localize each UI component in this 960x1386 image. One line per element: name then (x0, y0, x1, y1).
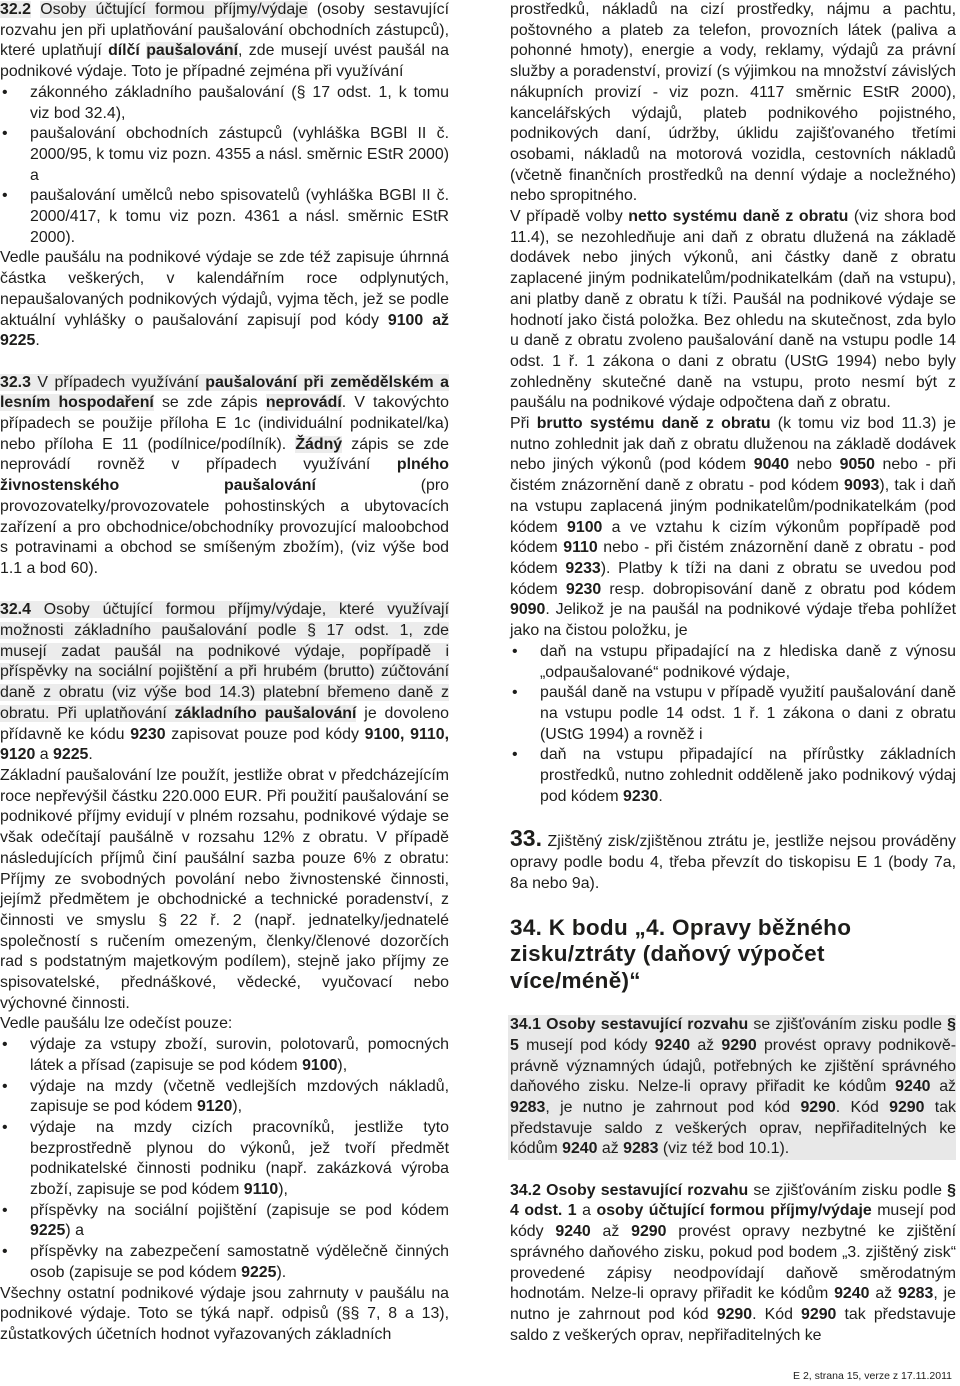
spacer (510, 894, 956, 915)
paragraph: prostředků, nákladů na cizí prostředky, nájmu a pachtu, poštovného a plateb za telefon, provozních látek (paliva a pohonné hmoty), energie a vody, reklamy, výdajů za právní služby a poradenství, provizí (s výjimkou na množství závislých nákupních provizí - viz pozn. 4117 směrnic EStR 2000), kancelářských výdajů, plateb podnikového pojistného, podnikových daní, údržby, úklidu zajišťovaného třetími osobami, nákladů na motorová vozidla, cestovních nákladů (včetně finančních prostředků na denní výdaje a nocležného) nebo spropitného. (510, 1, 956, 205)
text: ), (278, 1181, 288, 1199)
list-item (510, 745, 956, 807)
paragraph: Vedle paušálu lze odečíst pouze: (0, 1015, 233, 1033)
text: Zjištěný zisk/zjištěnou ztrátu je, jestliže nejsou prováděny opravy podle bodu 4, třeba převzít do tiskopisu E 1 (body 7a, 8a nebo 9a). (510, 833, 956, 892)
code: 9290 (721, 1036, 757, 1054)
list-item (0, 1118, 449, 1201)
text: resp. dobropisování daně z obratu pod kódem (601, 580, 956, 598)
text: . (35, 332, 40, 350)
code: 9240 (555, 1223, 591, 1241)
text: až (590, 1223, 632, 1241)
bold-text: neprovádí (265, 394, 342, 412)
paragraph: Všechny ostatní podnikové výdaje jsou zahrnuty v paušálu na podnikové výdaje. Toto se týká např. odpisů (§§ 7, 8 a 13), zůstatkových účetních hodnot vyřazovaných základních (0, 1284, 449, 1343)
text: nebo - při čistém znázornění daně z obratu - pod kódem (510, 456, 957, 495)
text: . V takovýchto případech se použije příloha E 1c (individuální podnikatel/ka) nebo příloha E 11 (podílnice/podílník). (0, 394, 450, 453)
text: . Kód (752, 1305, 802, 1323)
paragraph-34-2 (510, 1181, 956, 1347)
code: 9120 (196, 1098, 233, 1116)
text: je dovoleno přídavně ke kódu (0, 704, 450, 743)
code: 9225 (53, 746, 89, 764)
list-item: • paušalování obchodních zástupců (vyhláška BGBl II č. 2000/95, k tomu viz pozn. 4355 a násl. směrnic EStR 2000) a (0, 124, 449, 186)
text: (osoby sestavující rozvahu jen při uplatňování paušalování obchodních zástupců), které uplatňují (0, 1, 449, 60)
code: 9110 (563, 539, 598, 557)
spacer (510, 1160, 956, 1181)
text: . Kód (835, 1098, 890, 1116)
paragraph (510, 207, 956, 414)
section-number: 32.4 (0, 601, 31, 619)
paragraph (510, 414, 956, 642)
list-item (0, 1077, 449, 1118)
text: , je nutno je zahrnout pod kód (510, 1285, 957, 1323)
code: 9283 (510, 1098, 546, 1116)
text: musejí pod kódy (510, 1202, 957, 1241)
code: 9290 (716, 1305, 753, 1323)
code: 9233 (565, 559, 601, 577)
bold-text: dílčí (108, 42, 140, 60)
code: 9090 (510, 601, 546, 619)
paragraph-32-4 (0, 600, 449, 766)
bullet-list (0, 83, 449, 249)
text: V případě volby (510, 208, 629, 226)
list-item (0, 1035, 449, 1076)
section-number: 34.1 (510, 1016, 541, 1034)
code: 9240 (834, 1285, 870, 1303)
text: a (576, 1202, 597, 1220)
spacer (510, 994, 956, 1015)
paragraph-32-2 (0, 0, 449, 83)
section-number: 33. (510, 825, 542, 852)
bold-text: brutto systému daně z obratu (536, 415, 771, 433)
left-column (0, 0, 449, 1346)
section-number: 34.2 (510, 1181, 541, 1199)
text: výdaje na mzdy cizích pracovníků, jestliže tyto bezprostředně plynou do výkonů, jež tvoří předmět podnikatelské činnosti podniku (např. zakázková výroba zboží, zapisuje se pod kódem (30, 1118, 449, 1199)
text: výdaje na mzdy (včetně vedlejších mzdových nákladů, zapisuje se pod kódem (30, 1077, 449, 1116)
text: ). (276, 1263, 287, 1281)
text: až (930, 1078, 956, 1096)
text: musejí pod kódy (518, 1036, 655, 1054)
code: 9230 (565, 580, 602, 598)
paragraph-34-1 (508, 1015, 956, 1160)
bold-text: paušalování při zemědělském a lesním hospodaření (0, 373, 449, 412)
text: ) a (65, 1222, 84, 1240)
text: Při (510, 415, 537, 433)
code: 9100 (567, 518, 603, 536)
code: 9230 (130, 725, 166, 743)
bold-text: § 4 odst. 1 (510, 1181, 957, 1220)
text: až (690, 1036, 722, 1054)
bold-text: paušalování (146, 42, 239, 60)
bold-text: osoby účtující formou příjmy/výdaje (596, 1202, 872, 1220)
paragraph-33 (510, 825, 956, 894)
text: až (869, 1285, 898, 1303)
code: 9290 (801, 1305, 837, 1323)
text: daň na vstupu připadající na přírůstky základních prostředků, nutno zohlednit odděleně jako podnikový výdaj pod kódem (540, 746, 956, 805)
code: 9290 (800, 1098, 836, 1116)
bold-text: základního paušalování (174, 704, 357, 722)
paragraph: Základní paušalování lze použít, jestliže obrat v předcházejícím roce nepřevýšil částku 220.000 EUR. Při použití paušalování se podnikové příjmy evidují v plném rozsahu, podnikové výdaje se však odečítají paušálně v rozsahu 12% z obratu. V případě následujících příjmů činí paušální sazba pouze 6% z obratu: Příjmy ze svobodných povolání nebo živnostenské činnosti, jejímž předmětem je obchodnické a technické poradenství, z činnosti ve smyslu § 22 ř. 2 (např. jednatelky/jednatelé společností s ručením omezeným, členky/členové dozorčích rad s podstatným majetkovým podílem), stejně jako příjmy ze spisovatelské, přednáškové, vědecké, vyučovací nebo výchovné činnosti. (0, 766, 449, 1012)
code: 9290 (631, 1223, 667, 1241)
code: 9240 (654, 1036, 691, 1054)
text: až (597, 1140, 624, 1158)
text: . (88, 746, 93, 764)
code-range: 9100, 9110, 9120 (0, 725, 450, 764)
code: 9283 (623, 1140, 659, 1158)
code: 9110 (243, 1181, 279, 1199)
code: 9040 (753, 456, 790, 474)
text: nebo - při čistém znázornění daně z obratu - pod kódem (510, 539, 956, 577)
text: Osoby účtující formou příjmy/výdaje, které využívají možnosti základního paušalování podle § 17 odst. 1, zde musejí zadat paušál na podnikové výdaje, popřípadě i příspěvky na sociální pojištění a při hrubém (brutto) zúčtování daně z obratu (viz výše bod 14.3) platební břemeno daně z obratu. Při uplatňování (0, 601, 449, 722)
list-item (0, 1242, 449, 1283)
bold-text: Žádný (295, 435, 343, 453)
text: (viz shora bod 11.4), se nezohledňuje ani daň z obratu dlužená na základě dodávek nebo jiných výkonů, ani částky daně z obratu zaplacené jiným podnikatelům/podnikatelkám (daň na vstupu), ani platby daně z obratu k tíži. Paušál na podnikové výdaje se hodnotí jako čistá položka. Bez ohledu na skutečnost, zda bylo u daně z obratu zvoleno paušalování daně na vstupu podle 14 odst. 1 ř. 1 zákona o dani z obratu (UStG 1994) nebo byly zohledněny skutečné daně na vstupu, proto nesmí být z paušálu na podnikové výdaje odpočtena daň z obratu. (510, 208, 956, 412)
bold-text: Osoby sestavující rozvahu (540, 1181, 749, 1199)
code: 9050 (839, 456, 875, 474)
bold-text: netto systému daně z obratu (628, 208, 849, 226)
text: tak představuje saldo z veškerých oprav, nepřiřaditelných ke (510, 1305, 956, 1344)
text: nebo (789, 456, 840, 474)
list-item: • paušál daně na vstupu v případě využití paušalování daně na vstupu podle 14 odst. 1 ř. 1 zákona o dani z obratu (UStG 1994) a rovněž i (510, 683, 956, 745)
text: zapisovat pouze pod kódy (165, 725, 365, 743)
text: ). Platby k tíži na dani z obratu se uvedou pod kódem (510, 559, 956, 598)
text: se zde zápis (153, 394, 266, 412)
bullet-list (0, 1035, 449, 1283)
section-heading: 34. K bodu „4. Opravy běžného zisku/ztráty (daňový výpočet více/méně)“ (510, 914, 852, 993)
text: a ve vztahu k cizím výkonům popřípadě pod kódem (510, 518, 956, 557)
list-item (0, 1201, 449, 1242)
code: 9230 (623, 787, 659, 805)
text: zápis se zde neprovádí rovněž v případech využívání (0, 435, 449, 474)
text: příspěvky na sociální pojištění (zapisuje se pod kódem (30, 1201, 449, 1219)
code: 9283 (897, 1285, 934, 1303)
text: , je nutno je zahrnout pod kód (545, 1098, 801, 1116)
section-number: 32.3 (0, 373, 31, 391)
code: 9240 (562, 1140, 598, 1158)
list-item: • zákonného základního paušalování (§ 17 odst. 1, k tomu viz bod 32.4), (0, 83, 449, 124)
text: tak představuje saldo z veškerých oprav, nepřiřaditelných ke kódům (510, 1098, 956, 1158)
spacer (0, 580, 449, 601)
lead-text: Osoby účtující formou příjmy/výdaje (40, 1, 308, 18)
text: provést opravy podnikově-právně významných údajů, potřebných ke zjištění správného daňového zisku. Nelze-li opravy přiřadit ke kódům (510, 1036, 956, 1096)
bold-text: § 5 (510, 1016, 957, 1054)
code: 9093 (844, 477, 880, 495)
text: provést opravy nezbytné ke zjištění správného daňového zisku, pokud pod bodem „3. zjištěný zisk“ provedené zápisy neodpovídají daňově směrodatným hodnotám. Nelze-li opravy přiřadit ke kódům (510, 1223, 956, 1303)
text: ), (337, 1056, 348, 1074)
text: . (658, 787, 663, 805)
code: 9225 (241, 1263, 277, 1281)
text: (k tomu viz bod 11.3) je nutno zohlednit jak daň z obratu dluženou na základě dodávek nebo jiných výkonů (pod kódem (510, 415, 956, 474)
text: (viz též bod 10.1). (658, 1140, 790, 1158)
paragraph-32-3 (0, 373, 449, 580)
text: a (35, 746, 54, 764)
code: 9240 (895, 1078, 931, 1096)
spacer (510, 807, 956, 828)
text: ), (232, 1098, 243, 1116)
text: se zjišťováním zisku podle (748, 1016, 948, 1034)
text: , zde musejí uvést paušál na podnikové výdaje. Toto je případné zejména při využívání (0, 42, 449, 81)
code: 9100 (302, 1056, 338, 1074)
code: 9290 (889, 1098, 925, 1116)
list-item: • paušalování umělců nebo spisovatelů (vyhláška BGBl II č. 2000/417, k tomu viz pozn. 4361 a násl. směrnic EStR 2000). (0, 186, 449, 248)
right-column (510, 0, 956, 1346)
text: (pro provozovatelky/provozovatele pohostinských a ubytovacích zařízení a pro obchodnice/obchodníky provozující maloobchod s potravinami a obchod se smíšeným zbožím), (viz výše bod 1.1 a bod 60). (0, 477, 449, 577)
page-footer: E 2, strana 15, verze z 17.11.2011 (793, 1370, 952, 1382)
code-range: 9100 až 9225 (0, 311, 449, 350)
code: 9225 (30, 1222, 66, 1240)
text: výdaje za vstupy zboží, surovin, polotovarů, pomocných látek a přísad (zapisuje se pod kódem (30, 1036, 449, 1074)
list-item: • daň na vstupu připadající na z hlediska daně z výnosu „odpaušalované“ podnikové výdaje, (510, 642, 956, 683)
text: ), tak i daň na vstupu zaplacená jiným podnikatelům/podnikatelkám (pod kódem (510, 477, 956, 536)
bold-text: Osoby sestavující rozvahu (540, 1016, 749, 1034)
bold-text: plného živnostenského paušalování (0, 456, 449, 495)
text: Vedle paušálu na podnikové výdaje se zde též zapisuje úhrnná částka veškerých, v kalendářním roce odplynutých, nepaušalovaných podnikových výdajů, vyjma těch, jež se podle aktuální vyhlášky o paušalování zapisují pod kódy (0, 249, 449, 329)
text: V případech využívání (30, 373, 206, 391)
text: . Jelikož je na paušál na podnikové výdaje třeba pohlížet jako na čistou položku, je (510, 601, 956, 640)
text: se zjišťováním zisku podle (748, 1181, 948, 1199)
section-number: 32.2 (0, 1, 31, 18)
text: příspěvky na zabezpečení samostatně výdělečně činných osob (zapisuje se pod kódem (30, 1243, 449, 1281)
paragraph (0, 248, 449, 352)
spacer (0, 352, 449, 373)
bullet-list (510, 642, 956, 808)
